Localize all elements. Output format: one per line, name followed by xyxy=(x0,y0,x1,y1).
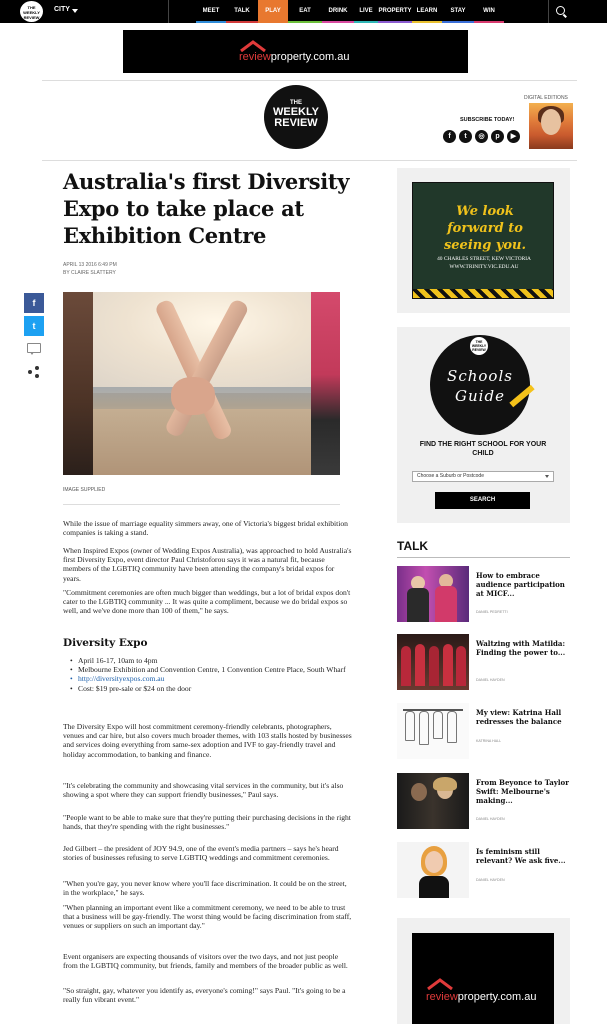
article-paragraph: "When you're gay, you never know where you'll face discrimination. It could be on the street, in the workplace," he says. xyxy=(63,879,347,898)
talk-section-heading: TALK xyxy=(397,539,429,553)
nav-item-play[interactable]: PLAY xyxy=(258,0,288,23)
section-heading: Diversity Expo xyxy=(63,637,148,649)
pinterest-icon[interactable]: p xyxy=(491,130,504,143)
schools-guide-logo[interactable]: THE WEEKLY REVIEW Schools Guide xyxy=(430,335,530,435)
masthead-logo[interactable]: THE WEEKLY REVIEW xyxy=(264,85,328,149)
nav-divider xyxy=(548,0,549,23)
talk-thumbnail[interactable] xyxy=(397,566,469,622)
article-image xyxy=(63,292,340,475)
advertisement-banner-top[interactable] xyxy=(123,30,468,73)
nav-item-stay[interactable]: STAY xyxy=(442,0,474,23)
youtube-icon[interactable]: ▶ xyxy=(507,130,520,143)
nav-links xyxy=(196,0,504,23)
article-paragraph: The Diversity Expo will host commitment ceremony-friendly celebrants, photographers, venues and car hire, but also covers much broader themes, with 103 stalls hosted by businesses and services doing everything from same-sex adoption and IVF to gay-friendly travel and holiday accommodation, to banking and finance. xyxy=(63,722,352,759)
advertisement-banner-bottom[interactable] xyxy=(412,933,554,1024)
advertisement-trinity[interactable]: We look forward to seeing you. 40 CHARLES STREET, KEW VICTORIA WWW.TRINITY.VIC.EDU.AU xyxy=(412,182,554,299)
comment-icon[interactable] xyxy=(27,343,41,353)
article-paragraph: "People want to be able to make sure that they're putting their purchasing decisions in the right hands, that they're spending with the right businesses." xyxy=(63,813,351,832)
divider xyxy=(63,504,340,505)
article-author[interactable]: BY CLAIRE SLATTERY xyxy=(63,270,116,276)
event-details-list xyxy=(68,656,348,693)
talk-thumbnail[interactable] xyxy=(397,842,469,898)
divider xyxy=(42,80,577,81)
list-item: • April 16-17, 10am to 4pm xyxy=(68,656,348,665)
top-navigation xyxy=(0,0,607,23)
talk-list-item[interactable] xyxy=(397,773,570,829)
nav-item-talk[interactable]: TALK xyxy=(226,0,258,23)
talk-item-byline: DANIEL HAYDEN xyxy=(476,878,505,882)
talk-thumbnail[interactable] xyxy=(397,634,469,690)
schools-guide-tagline: FIND THE RIGHT SCHOOL FOR YOUR CHILD xyxy=(419,441,547,457)
article-title: Australia's first Diversity Expo to take place at Exhibition Centre xyxy=(63,169,350,248)
divider xyxy=(397,557,570,558)
article-paragraph: While the issue of marriage equality simmers away, one of Victoria's biggest bridal exhibition companies is taking a stand. xyxy=(63,519,348,538)
nav-item-live[interactable]: LIVE xyxy=(354,0,378,23)
article-paragraph: Jed Gilbert – the president of JOY 94.9, one of the event's media partners – says he's heard stories of businesses refusing to serve LGBTIQ weddings and commitment ceremonies. xyxy=(63,844,339,863)
digital-edition-cover[interactable] xyxy=(529,103,573,149)
chevron-down-icon xyxy=(545,475,549,478)
talk-item-byline: DANIEL HAYDEN xyxy=(476,817,505,821)
list-item: • Melbourne Exhibition and Convention Centre, 1 Convention Centre Place, South Wharf xyxy=(68,665,348,674)
twitter-icon[interactable]: t xyxy=(459,130,472,143)
event-website-link[interactable]: • http://diversityexpos.com.au xyxy=(68,674,348,683)
article-paragraph: "Commitment ceremonies are often much bigger than weddings, but a lot of bridal expos don't cater to the LGBTIQ community ... It was quite a compliment, because we do bridal expos so well, and we've done more than 100 of them," he says. xyxy=(63,588,351,616)
nav-item-win[interactable]: WIN xyxy=(474,0,504,23)
city-selector[interactable]: CITY xyxy=(54,6,70,13)
article-paragraph: "It's celebrating the community and showcasing vital services in the community, but it's also showing a spot where they can support friendly businesses," Paul says. xyxy=(63,781,344,800)
ad-brand-text: reviewproperty.com.au xyxy=(426,991,537,1003)
talk-item-title[interactable]: From Beyonce to Taylor Swift: Melbourne's making... xyxy=(476,778,569,805)
article-date: APRIL 13 2016 6:49 PM xyxy=(63,262,117,268)
nav-item-learn[interactable]: LEARN xyxy=(412,0,442,23)
share-twitter-icon[interactable]: t xyxy=(24,316,44,336)
subscribe-label[interactable]: SUBSCRIBE TODAY! xyxy=(460,117,515,123)
talk-list-item[interactable] xyxy=(397,703,570,759)
share-icon[interactable] xyxy=(28,366,40,378)
search-icon[interactable] xyxy=(556,6,565,15)
facebook-icon[interactable]: f xyxy=(443,130,456,143)
social-links xyxy=(443,130,520,143)
image-caption: IMAGE SUPPLIED xyxy=(63,487,106,493)
talk-item-byline: KATRINA HALL xyxy=(476,739,502,743)
nav-item-meet[interactable]: MEET xyxy=(196,0,226,23)
house-logo-icon xyxy=(426,978,454,990)
digital-editions-label: DIGITAL EDITIONS xyxy=(524,95,568,101)
ad-brand-text: reviewproperty.com.au xyxy=(239,51,350,63)
suburb-postcode-select[interactable]: Choose a Suburb or Postcode xyxy=(412,471,554,482)
talk-item-byline: DANIEL HAYDEN xyxy=(476,678,505,682)
talk-item-byline: DANIEL PEDRETTI xyxy=(476,610,508,614)
article-paragraph: "So straight, gay, whatever you identify as, everyone's coming!" says Paul. "It's going to be a really fun vibrant event." xyxy=(63,986,346,1005)
article-paragraph: "When planning an important event like a commitment ceremony, we need to be able to trust that a business will be gay-friendly. The worst thing would be facing discrimination from staff, venues or suppliers on such an important day." xyxy=(63,903,352,931)
talk-item-title[interactable]: How to embrace audience participation at MICF... xyxy=(476,571,565,598)
list-item: • Cost: $19 pre-sale or $24 on the door xyxy=(68,684,348,693)
talk-item-title[interactable]: My view: Katrina Hall redresses the balance xyxy=(476,708,562,726)
talk-thumbnail[interactable] xyxy=(397,703,469,759)
nav-item-drink[interactable]: DRINK xyxy=(322,0,354,23)
divider xyxy=(42,160,577,161)
article-paragraph: Event organisers are expecting thousands of visitors over the two days, and not just people from the LGBTIQ community, but friends, family and members of the broader public as well. xyxy=(63,952,348,971)
nav-item-eat[interactable]: EAT xyxy=(288,0,322,23)
nav-item-property[interactable]: PROPERTY xyxy=(378,0,412,23)
talk-thumbnail[interactable] xyxy=(397,773,469,829)
chevron-down-icon[interactable] xyxy=(72,9,78,13)
talk-item-title[interactable]: Is feminism still relevant? We ask five... xyxy=(476,847,566,865)
schools-search-button[interactable]: SEARCH xyxy=(435,492,530,509)
talk-list-item[interactable] xyxy=(397,842,570,898)
talk-list-item[interactable] xyxy=(397,566,570,622)
share-facebook-icon[interactable]: f xyxy=(24,293,44,313)
article-paragraph: When Inspired Expos (owner of Wedding Expos Australia), was approached to hold Australia's first Diversity Expo, event director Paul Christoforou says it was a natural fit, because members of the LGBTIQ community have been attending the company's bridal expos for years. xyxy=(63,546,352,583)
instagram-icon[interactable]: ◎ xyxy=(475,130,488,143)
site-logo-small[interactable]: THE WEEKLY REVIEW xyxy=(20,1,43,22)
talk-list-item[interactable] xyxy=(397,634,570,690)
talk-item-title[interactable]: Waltzing with Matilda: Finding the power to... xyxy=(476,639,566,657)
nav-divider xyxy=(168,0,169,23)
